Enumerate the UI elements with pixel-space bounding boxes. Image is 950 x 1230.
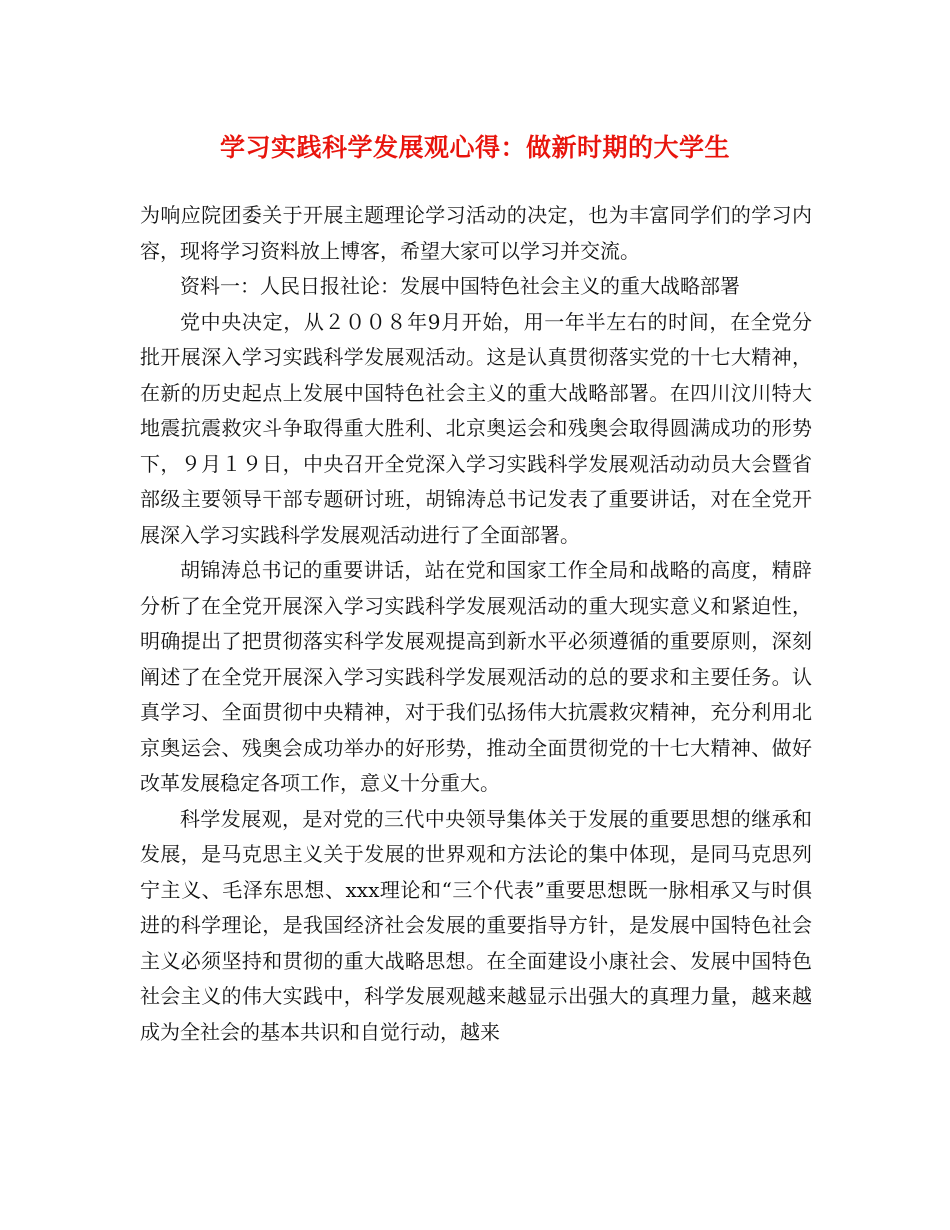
document-body bbox=[140, 198, 812, 1050]
body-paragraph-2: 胡锦涛总书记的重要讲话，站在党和国家工作全局和战略的高度，精辟分析了在全党开展深入学习实践科学发展观活动的重大现实意义和紧迫性，明确提出了把贯彻落实科学发展观提高到新水平必须遵循的重要原则，深刻阐述了在全党开展深入学习实践科学发展观活动的总的要求和主要任务。认真学习、全面贯彻中央精神，对于我们弘扬伟大抗震救灾精神，充分利用北京奥运会、残奥会成功举办的好形势，推动全面贯彻党的十七大精神、做好改革发展稳定各项工作，意义十分重大。 bbox=[140, 558, 812, 795]
document-title: 学习实践科学发展观心得：做新时期的大学生 bbox=[219, 133, 730, 162]
body-paragraph-1: 党中央决定，从２００８年9月开始，用一年半左右的时间，在全党分批开展深入学习实践科学发展观活动。这是认真贯彻落实党的十七大精神，在新的历史起点上发展中国特色社会主义的重大战略部署。在四川汶川特大地震抗震救灾斗争取得重大胜利、北京奥运会和残奥会取得圆满成功的形势下，９月１９日，中央召开全党深入学习实践科学发展观活动动员大会暨省部级主要领导干部专题研讨班，胡锦涛总书记发表了重要讲话，对在全党开展深入学习实践科学发展观活动进行了全面部署。 bbox=[140, 309, 812, 547]
intro-paragraph: 为响应院团委关于开展主题理论学习活动的决定，也为丰富同学们的学习内容，现将学习资料放上博客，希望大家可以学习并交流。 bbox=[140, 203, 812, 263]
body-paragraph-3: 科学发展观，是对党的三代中央领导集体关于发展的重要思想的继承和发展，是马克思主义关于发展的世界观和方法论的集中体现，是同马克思列宁主义、毛泽东思想、xxx理论和“三个代表”重要思想既一脉相承又与时俱进的科学理论，是我国经济社会发展的重要指导方针，是发展中国特色社会主义必须坚持和贯彻的重大战略思想。在全面建设小康社会、发展中国特色社会主义的伟大实践中，科学发展观越来越显示出强大的真理力量，越来越成为全社会的基本共识和自觉行动，越来 bbox=[140, 806, 812, 1044]
material-heading: 资料一：人民日报社论：发展中国特色社会主义的重大战略部署 bbox=[180, 274, 740, 298]
